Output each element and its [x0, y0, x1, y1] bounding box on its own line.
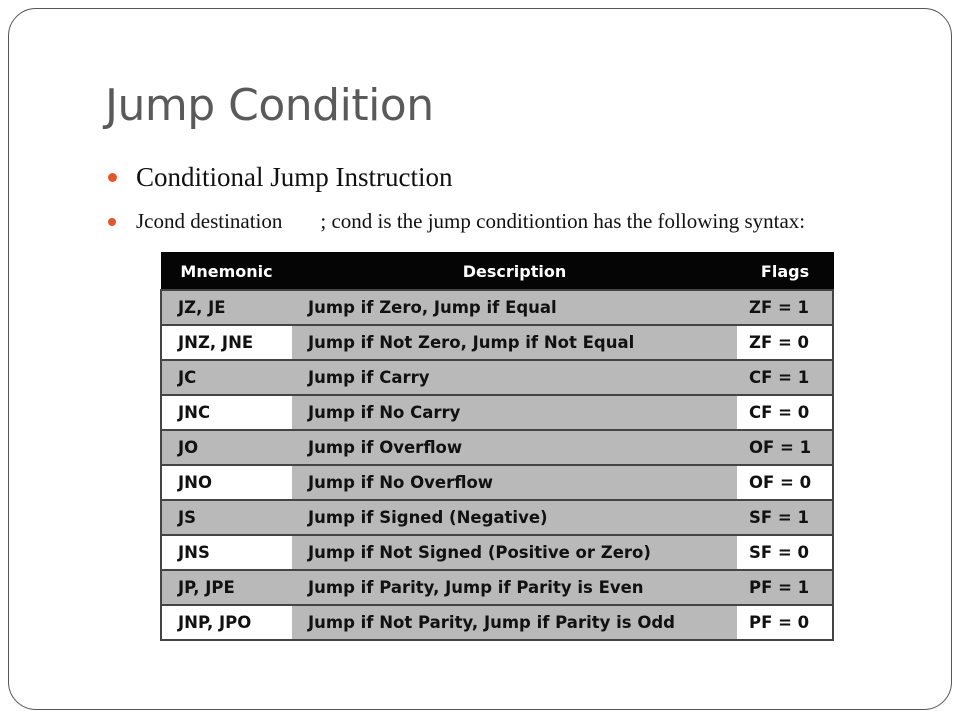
table-row [161, 430, 833, 465]
header-flags: Flags [737, 253, 833, 291]
table-row [161, 325, 833, 360]
cell-description: Jump if Zero, Jump if Equal [292, 290, 737, 325]
cell-description: Jump if Not Parity, Jump if Parity is Odd [292, 605, 737, 640]
cell-mnemonic: JNP, JPO [161, 605, 292, 640]
table-row [161, 360, 833, 395]
cell-flags: OF = 1 [737, 430, 833, 465]
table-row [161, 605, 833, 640]
bullet-dot-icon [108, 173, 117, 182]
cell-description: Jump if No Carry [292, 395, 737, 430]
bullet-jcond-syntax [108, 209, 805, 234]
cell-flags: ZF = 0 [737, 325, 833, 360]
header-description: Description [292, 253, 737, 291]
cell-mnemonic: JZ, JE [161, 290, 292, 325]
bullet-text-syntax: Jcond destination [136, 209, 283, 233]
cell-mnemonic: JNS [161, 535, 292, 570]
bullet-text-comment: ; cond is the jump conditiontion has the following syntax: [320, 209, 806, 233]
cell-flags: CF = 1 [737, 360, 833, 395]
cell-flags: SF = 0 [737, 535, 833, 570]
cell-flags: OF = 0 [737, 465, 833, 500]
table-row [161, 290, 833, 325]
cell-description: Jump if Carry [292, 360, 737, 395]
table-row [161, 465, 833, 500]
table-header-row [161, 253, 833, 291]
cell-mnemonic: JNC [161, 395, 292, 430]
cell-flags: ZF = 1 [737, 290, 833, 325]
bullet-dot-icon [108, 218, 116, 226]
cell-mnemonic: JNO [161, 465, 292, 500]
cell-description: Jump if Not Signed (Positive or Zero) [292, 535, 737, 570]
cell-mnemonic: JP, JPE [161, 570, 292, 605]
slide-title: Jump Condition [105, 80, 434, 131]
bullet-conditional-jump [108, 162, 453, 193]
cell-flags: CF = 0 [737, 395, 833, 430]
cell-description: Jump if Not Zero, Jump if Not Equal [292, 325, 737, 360]
cell-mnemonic: JS [161, 500, 292, 535]
table-row [161, 535, 833, 570]
cell-mnemonic: JNZ, JNE [161, 325, 292, 360]
cell-flags: PF = 0 [737, 605, 833, 640]
cell-description: Jump if Parity, Jump if Parity is Even [292, 570, 737, 605]
cell-description: Jump if Overflow [292, 430, 737, 465]
table-row [161, 395, 833, 430]
jump-conditions-table [160, 252, 834, 641]
cell-description: Jump if Signed (Negative) [292, 500, 737, 535]
table-row [161, 500, 833, 535]
cell-mnemonic: JO [161, 430, 292, 465]
cell-mnemonic: JC [161, 360, 292, 395]
bullet-text: Conditional Jump Instruction [136, 162, 453, 192]
cell-flags: SF = 1 [737, 500, 833, 535]
cell-flags: PF = 1 [737, 570, 833, 605]
header-mnemonic: Mnemonic [161, 253, 292, 291]
cell-description: Jump if No Overflow [292, 465, 737, 500]
table-row [161, 570, 833, 605]
